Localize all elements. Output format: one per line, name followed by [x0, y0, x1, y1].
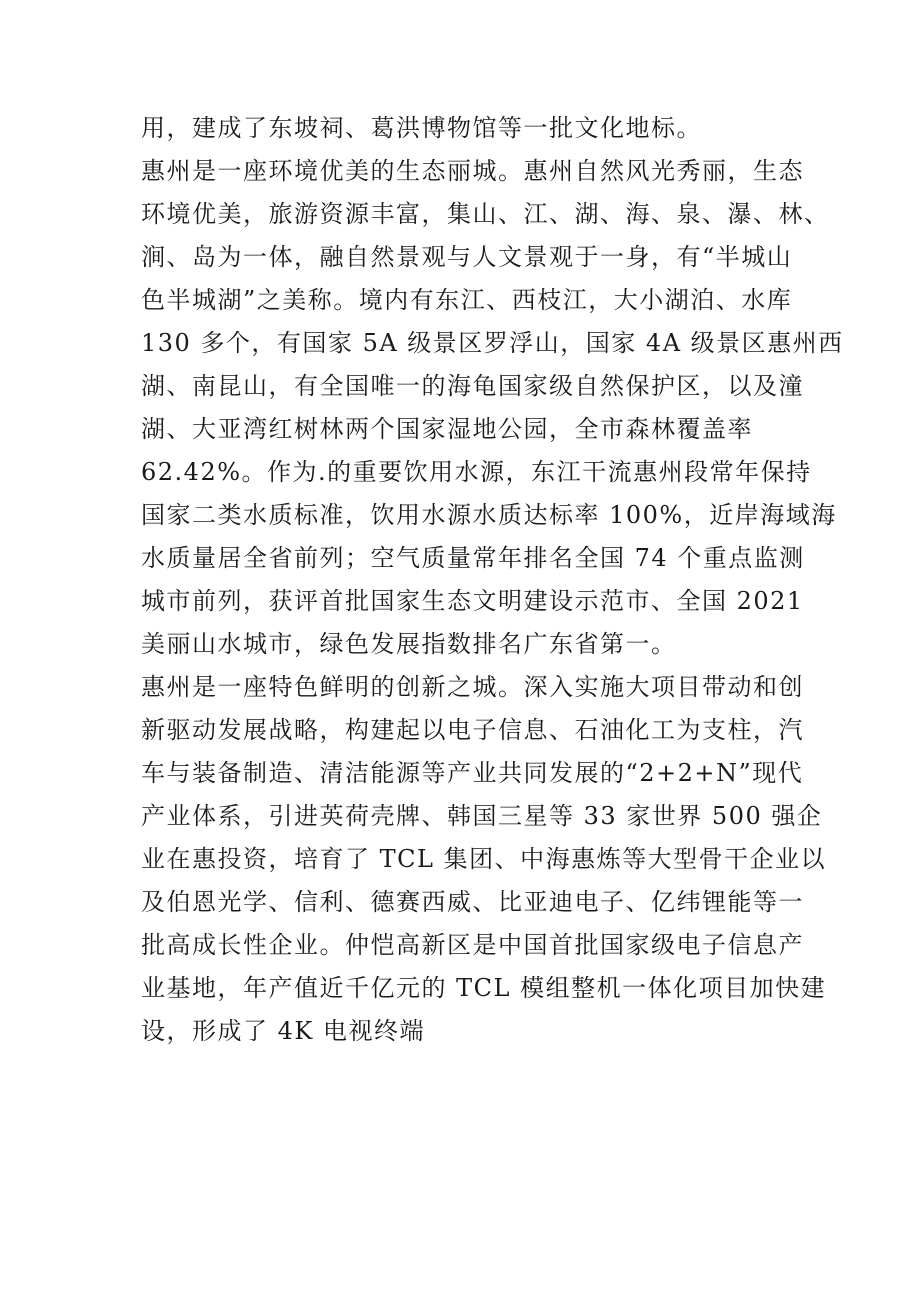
text-line: 产业体系，引进英荷壳牌、韩国三星等 33 家世界 500 强企: [141, 802, 823, 830]
text-line: 色半城湖”之美称。境内有东江、西枝江，大小湖泊、水库: [141, 286, 793, 314]
text-line: 62.42%。作为.的重要饮用水源，东江干流惠州段常年保持: [141, 458, 812, 486]
text-line: 业基地，年产值近千亿元的 TCL 模组整机一体化项目加快建: [141, 974, 827, 1002]
text-line: 130 多个，有国家 5A 级景区罗浮山，国家 4A 级景区惠州西: [141, 329, 844, 357]
text-line: 环境优美，旅游资源丰富，集山、江、湖、海、泉、瀑、林、: [141, 200, 830, 228]
text-line: 惠州是一座环境优美的生态丽城。惠州自然风光秀丽，生态: [141, 157, 804, 185]
text-line: 湖、南昆山，有全国唯一的海龟国家级自然保护区，以及潼: [141, 372, 804, 400]
text-line: 用，建成了东坡祠、葛洪博物馆等一批文化地标。: [141, 114, 702, 142]
text-line: 湖、大亚湾红树林两个国家湿地公园，全市森林覆盖率: [141, 415, 753, 443]
text-line: 设，形成了 4K 电视终端: [141, 1017, 425, 1045]
text-line: 业在惠投资，培育了 TCL 集团、中海惠炼等大型骨干企业以: [141, 845, 827, 873]
text-line: 惠州是一座特色鲜明的创新之城。深入实施大项目带动和创: [141, 673, 804, 701]
text-line: 批高成长性企业。仲恺高新区是中国首批国家级电子信息产: [141, 931, 804, 959]
text-line: 涧、岛为一体，融自然景观与人文景观于一身，有“半城山: [141, 243, 793, 271]
text-line: 水质量居全省前列；空气质量常年排名全国 74 个重点监测: [141, 544, 805, 572]
text-line: 城市前列，获评首批国家生态文明建设示范市、全国 2021: [141, 587, 804, 615]
text-line: 国家二类水质标准，饮用水源水质达标率 100%，近岸海域海: [141, 501, 837, 529]
text-line: 及伯恩光学、信利、德赛西威、比亚迪电子、亿纬锂能等一: [141, 888, 804, 916]
text-line: 车与装备制造、清洁能源等产业共同发展的“2+2+N”现代: [141, 759, 804, 787]
text-line: 新驱动发展战略，构建起以电子信息、石油化工为支柱，汽: [141, 716, 804, 744]
text-line: 美丽山水城市，绿色发展指数排名广东省第一。: [141, 630, 677, 658]
body-text: [141, 107, 844, 1053]
